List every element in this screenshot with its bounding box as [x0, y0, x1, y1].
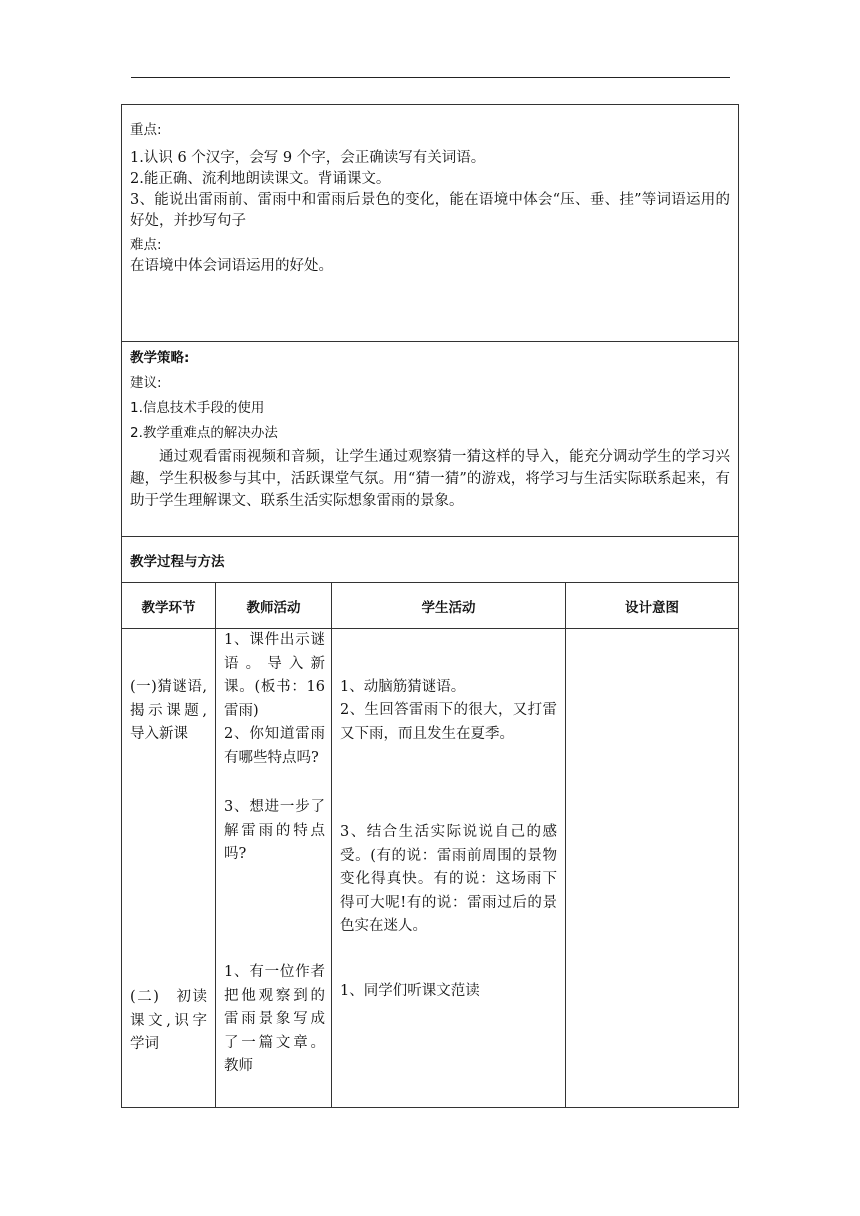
- student-activity-3: 3、结合生活实际说说自己的感受。(有的说：雷雨前周围的景物变化得真快。有的说：这场雨下得可大呢!有的说：雷雨过后的景色实在迷人。: [340, 824, 557, 934]
- lesson-plan-table: [121, 104, 739, 1108]
- process-title: 教学过程与方法: [130, 553, 225, 570]
- header-design: 设计意图: [566, 583, 739, 629]
- key-point-3: 3、能说出雷雨前、雷雨中和雷雨后景色的变化，能在语境中体会“压、垂、挂”等词语运用的好处，并抄写句子: [130, 192, 731, 229]
- difficult-point-text: 在语境中体会词语运用的好处。: [130, 258, 333, 274]
- teacher-activity-4: 1、有一位作者把他观察到的雷雨景象写成了一篇文章。教师: [224, 964, 325, 1074]
- difficult-points-label: 难点:: [130, 237, 162, 253]
- strategy-item-2: 2.教学重难点的解决办法: [130, 425, 278, 441]
- teacher-activity-1: 1、课件出示谜语。导入新课。(板书：16雷雨): [224, 632, 325, 719]
- header-teacher: 教师活动: [216, 583, 332, 629]
- objectives-cell: [122, 105, 739, 342]
- step-2-name: (二) 初读课文,识字学词: [130, 989, 207, 1052]
- step-1-name: (一)猜谜语,揭示课题,导入新课: [130, 679, 207, 742]
- strategy-cell: [122, 342, 739, 537]
- key-points-label: 重点:: [130, 122, 162, 138]
- header-student: 学生活动: [332, 583, 566, 629]
- process-title-cell: [122, 537, 739, 583]
- key-point-2: 2.能正确、流利地朗读课文。背诵课文。: [130, 171, 391, 187]
- strategy-paragraph: 通过观看雷雨视频和音频，让学生通过观察猜一猜这样的导入，能充分调动学生的学习兴趣，学生积极参与其中，活跃课堂气氛。用“猜一猜”的游戏，将学习与生活实际联系起来，有助于学生理解课文、联系生活实际想象雷雨的景象。: [130, 449, 731, 509]
- process-title-row: [122, 537, 739, 583]
- teacher-column: [216, 629, 332, 1108]
- student-activity-2: 2、生回答雷雨下的很大，又打雷又下雨，而且发生在夏季。: [340, 702, 557, 742]
- teacher-activity-2: 2、你知道雷雨有哪些特点吗?: [224, 726, 325, 766]
- key-point-1: 1.认识 6 个汉字，会写 9 个字，会正确读写有关词语。: [130, 150, 486, 166]
- process-content-row: [122, 629, 739, 1108]
- header-step: 教学环节: [122, 583, 216, 629]
- process-header-row: [122, 583, 739, 629]
- page-header-rule: [131, 77, 730, 78]
- objectives-row: [122, 105, 739, 342]
- student-activity-4: 1、同学们听课文范读: [340, 983, 480, 999]
- strategy-item-1: 1.信息技术手段的使用: [130, 400, 265, 416]
- student-column: [332, 629, 566, 1108]
- strategy-suggest-label: 建议:: [130, 375, 162, 391]
- step-column: [122, 629, 216, 1108]
- design-column: [566, 629, 739, 1108]
- strategy-title: 教学策略:: [130, 350, 190, 366]
- teacher-activity-3: 3、想进一步了解雷雨的特点吗?: [224, 799, 325, 862]
- strategy-row: [122, 342, 739, 537]
- student-activity-1: 1、动脑筋猜谜语。: [340, 679, 466, 695]
